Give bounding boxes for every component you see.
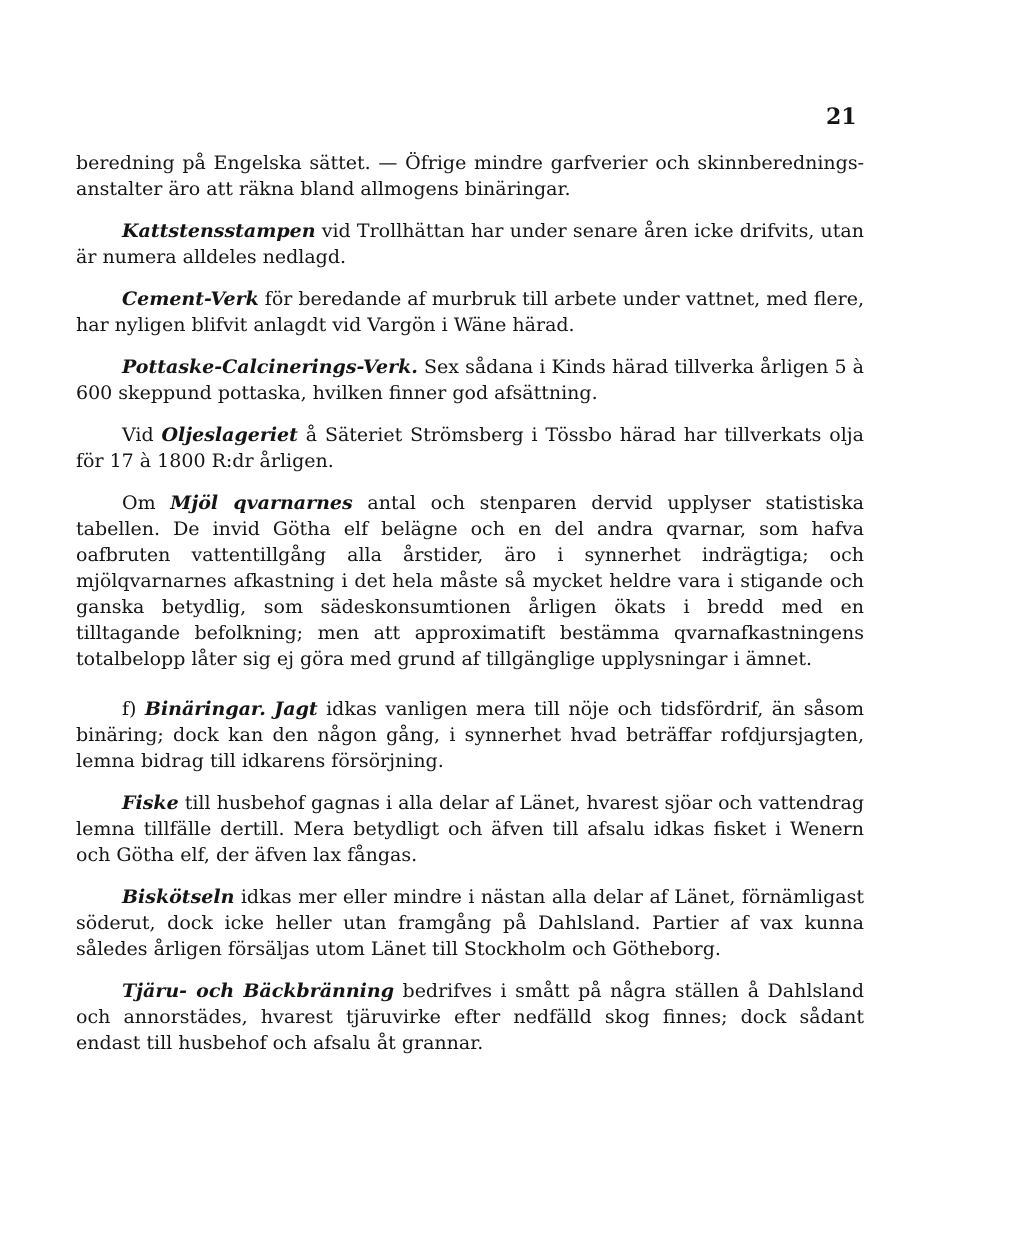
paragraph-kattstensstampen — [76, 218, 864, 270]
paragraph-prefix: Om — [122, 492, 171, 514]
paragraph-term: Cement-Verk — [122, 288, 259, 310]
section-heading: Binäringar. — [144, 698, 266, 720]
paragraph-beredning — [76, 150, 864, 202]
paragraph-term: Fiske — [122, 792, 179, 814]
paragraph-text: till husbehof gagnas i alla delar af Länet, hvarest sjöar och vattendrag lemna tillfälle dertill. Mera betydligt och äfven till afsalu idkas fisket i Wenern och Götha elf, der äfven lax fångas. — [76, 792, 864, 866]
paragraph-term: Mjöl qvarnarnes — [170, 492, 353, 514]
paragraph-term: Jagt — [274, 698, 318, 720]
paragraph-term: Kattstensstampen — [122, 220, 316, 242]
paragraph-prefix: f) — [122, 698, 145, 720]
paragraph-mjolqvarnarne — [76, 490, 864, 672]
paragraph-term: Biskötseln — [122, 886, 235, 908]
paragraph-spacer — [266, 698, 274, 720]
paragraph-text: antal och stenparen dervid upplyser statistiska tabellen. De invid Götha elf belägne och en del andra qvarnar, som hafva oafbruten vattentillgång alla årstider, äro i synnerhet indrägtiga; och mjölqvarnarnes afkastning i det hela måste så mycket heldre vara i stigande och ganska betydlig, som sädeskonsumtionen årligen ökats i bredd med en tilltagande befolkning; men att approximatift bestämma qvarnafkastningens totalbelopp låter sig ej göra med grund af tillgänglige upplysningar i ämnet. — [76, 492, 864, 670]
body-text — [76, 150, 864, 1072]
paragraph-pottaske — [76, 354, 864, 406]
paragraph-biskotseln — [76, 884, 864, 962]
page-number: 21 — [826, 104, 857, 130]
paragraph-text: å Säteriet Strömsberg i Tössbo härad har tillverkats olja för 17 à 1800 R:dr årligen. — [76, 424, 864, 472]
paragraph-text: för beredande af murbruk till arbete under vattnet, med flere, har nyligen blifvit anlagdt vid Vargön i Wäne härad. — [76, 288, 864, 336]
paragraph-cement-verk — [76, 286, 864, 338]
paragraph-binaringar — [76, 696, 864, 774]
paragraph-text: Sex sådana i Kinds härad tillverka årligen 5 à 600 skeppund pottaska, hvilken finner god afsättning. — [76, 356, 864, 404]
paragraph-text: vid Trollhättan har under senare åren icke drifvits, utan är numera alldeles nedlagd. — [76, 220, 864, 268]
paragraph-term: Oljeslageriet — [161, 424, 298, 446]
paragraph-text: idkas vanligen mera till nöje och tidsfördrif, än såsom binäring; dock kan den någon gång, i synnerhet hvad beträffar rofdjursjagten, lemna bidrag till idkarens försörjning. — [76, 698, 864, 772]
paragraph-term: Pottaske-Calcinerings-Verk. — [122, 356, 418, 378]
paragraph-oljeslageriet — [76, 422, 864, 474]
paragraph-text: idkas mer eller mindre i nästan alla delar af Länet, förnämligast söderut, dock icke heller utan framgång på Dahlsland. Partier af vax kunna således årligen försäljas utom Länet till Stockholm och Götheborg. — [76, 886, 864, 960]
paragraph-fiske — [76, 790, 864, 868]
paragraph-text: beredning på Engelska sättet. — Öfrige mindre garfverier och skinnberednings-anstalter äro att räkna bland allmogens binäringar. — [76, 152, 864, 200]
paragraph-prefix: Vid — [122, 424, 162, 446]
paragraph-tjaru — [76, 978, 864, 1056]
paragraph-term: Tjäru- och Bäckbränning — [122, 980, 394, 1002]
paragraph-text: bedrifves i smått på några ställen å Dahlsland och annorstädes, hvarest tjäruvirke efter nedfälld skog finnes; dock sådant endast till husbehof och afsalu åt grannar. — [76, 980, 864, 1054]
